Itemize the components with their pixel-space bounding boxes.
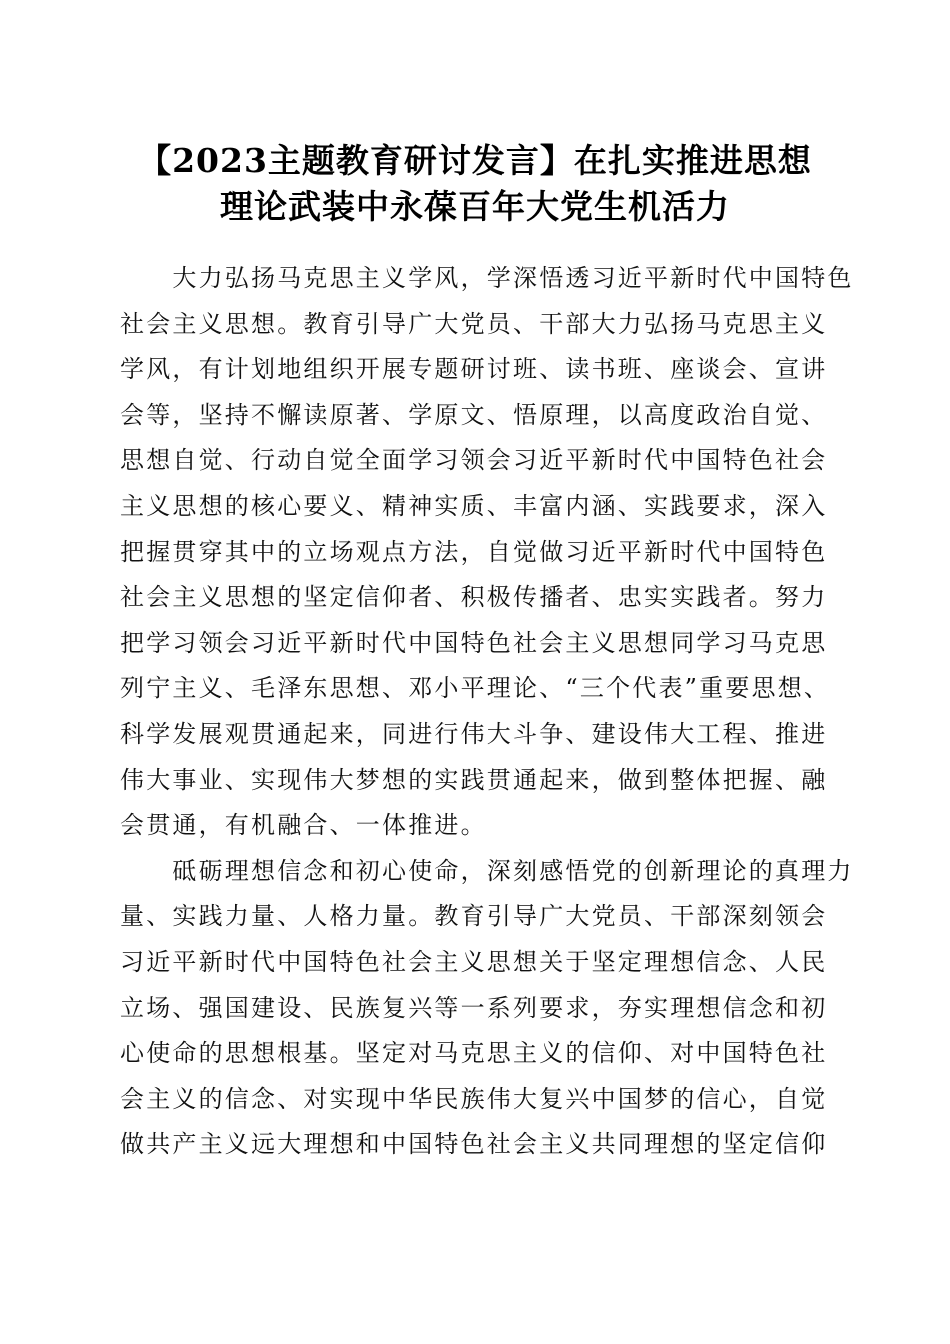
document-body [120, 256, 854, 1168]
paragraph-line: 把握贯穿其中的立场观点方法，自觉做习近平新时代中国特色 [120, 537, 828, 566]
paragraph-line: 科学发展观贯通起来，同进行伟大斗争、建设伟大工程、推进 [120, 719, 828, 748]
paragraph-line: 量、实践力量、人格力量。教育引导广大党员、干部深刻领会 [120, 902, 828, 931]
title-line-1: 【2023主题教育研讨发言】在扎实推进思想 [138, 141, 812, 180]
paragraph-line: 列宁主义、毛泽东思想、邓小平理论、“三个代表”重要思想、 [120, 674, 831, 703]
paragraph-line: 砥砺理想信念和初心使命，深刻感悟党的创新理论的真理力 [120, 856, 854, 885]
paragraph-line: 思想自觉、行动自觉全面学习领会习近平新时代中国特色社会 [120, 446, 828, 475]
paragraph-2 [120, 849, 854, 1168]
paragraph-1 [120, 256, 854, 849]
paragraph-line: 做共产主义远大理想和中国特色社会主义共同理想的坚定信仰 [120, 1130, 828, 1159]
paragraph-line: 会等，坚持不懈读原著、学原文、悟原理，以高度政治自觉、 [120, 400, 828, 429]
document-title [100, 138, 850, 230]
title-line-2: 理论武装中永葆百年大党生机活力 [220, 187, 730, 226]
paragraph-line: 伟大事业、实现伟大梦想的实践贯通起来，做到整体把握、融 [120, 765, 828, 794]
paragraph-line: 社会主义思想。教育引导广大党员、干部大力弘扬马克思主义 [120, 309, 828, 338]
paragraph-line: 会贯通，有机融合、一体推进。 [120, 811, 487, 840]
paragraph-line: 社会主义思想的坚定信仰者、积极传播者、忠实实践者。努力 [120, 583, 828, 612]
paragraph-line: 心使命的思想根基。坚定对马克思主义的信仰、对中国特色社 [120, 1039, 828, 1068]
paragraph-line: 习近平新时代中国特色社会主义思想关于坚定理想信念、人民 [120, 947, 828, 976]
paragraph-line: 学风，有计划地组织开展专题研讨班、读书班、座谈会、宣讲 [120, 355, 828, 384]
paragraph-line: 主义思想的核心要义、精神实质、丰富内涵、实践要求，深入 [120, 491, 828, 520]
paragraph-line: 立场、强国建设、民族复兴等一系列要求，夯实理想信念和初 [120, 993, 828, 1022]
paragraph-line: 会主义的信念、对实现中华民族伟大复兴中国梦的信心，自觉 [120, 1084, 828, 1113]
paragraph-line: 大力弘扬马克思主义学风，学深悟透习近平新时代中国特色 [120, 264, 854, 292]
paragraph-line: 把学习领会习近平新时代中国特色社会主义思想同学习马克思 [120, 628, 828, 657]
